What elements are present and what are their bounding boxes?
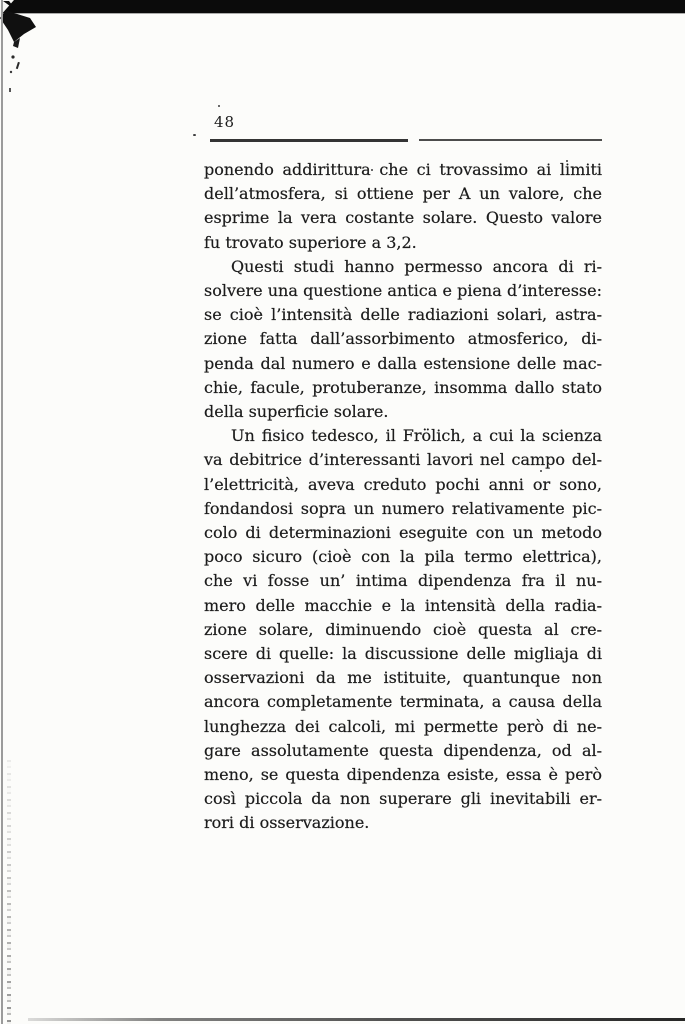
scan-bottom-edge xyxy=(28,1018,685,1021)
header-rule-left-segment xyxy=(210,139,408,142)
text-line: Un fisico tedesco, il Frölich, a cui la scienza xyxy=(231,426,602,446)
dust-speck xyxy=(193,134,196,136)
text-line: così piccola da non superare gli inevitabili er- xyxy=(204,789,602,809)
text-line: lunghezza dei calcoli, mi permette però di ne- xyxy=(204,716,602,736)
text-line: della superficie solare. xyxy=(204,402,389,422)
text-line: zione solare, diminuendo cioè questa al cre- xyxy=(204,619,602,639)
text-line: Questi studi hanno permesso ancora di ri- xyxy=(231,256,602,276)
text-line: mero delle macchie e la intensità della radia- xyxy=(204,595,602,615)
text-line: gare assolutamente questa dipendenza, od al- xyxy=(204,740,602,760)
header-rule-right-segment xyxy=(419,139,602,141)
text-line: che vi fosse un’ intima dipendenza fra il nu- xyxy=(204,571,602,591)
text-line: osservazioni da me istituite, quantunque non xyxy=(204,668,602,688)
text-line: ancora completamente terminata, a causa della xyxy=(204,692,602,712)
text-line: fondandosi sopra un numero relativamente pic- xyxy=(204,498,602,518)
text-line: fu trovato superiore a 3,2. xyxy=(204,232,417,252)
text-line: meno, se questa dipendenza esiste, essa è però xyxy=(204,765,602,785)
text-line: va debitrice d’interessanti lavori nel campo del- xyxy=(204,450,602,470)
page-text xyxy=(204,158,602,836)
text-line: esprime la vera costante solare. Questo valore xyxy=(204,208,602,228)
text-line: scere di quelle: la discussione delle migliaja di xyxy=(204,644,602,664)
text-line: se cioè l’intensità delle radiazioni solari, astra- xyxy=(204,305,602,325)
scan-top-edge xyxy=(0,0,685,13)
header-rule xyxy=(210,139,602,143)
text-line: zione fatta dall’assorbimento atmosferico, di- xyxy=(204,329,602,349)
text-line: solvere una questione antica e piena d’interesse: xyxy=(204,281,602,301)
text-line: colo di determinazioni eseguite con un metodo xyxy=(204,523,602,543)
text-line: rori di osservazione. xyxy=(204,813,370,833)
text-line: l’elettricità, aveva creduto pochi anni or sono, xyxy=(204,474,602,494)
page-number: 48 xyxy=(214,113,236,131)
scan-left-edge xyxy=(1,0,3,1024)
scan-artifact-corner xyxy=(0,0,48,92)
text-line: dell’atmosfera, si ottiene per A un valore, che xyxy=(204,184,602,204)
text-line: penda dal numero e dalla estensione delle mac- xyxy=(204,353,602,373)
text-line: chie, facule, protuberanze, insomma dallo stato xyxy=(204,377,602,397)
text-line: poco sicuro (cioè con la pila termo elettrica), xyxy=(204,547,602,567)
dust-speck xyxy=(218,105,220,107)
text-line: ponendo addirittura che ci trovassimo ai limiti xyxy=(204,160,602,179)
scan-noise-band xyxy=(7,760,11,1024)
